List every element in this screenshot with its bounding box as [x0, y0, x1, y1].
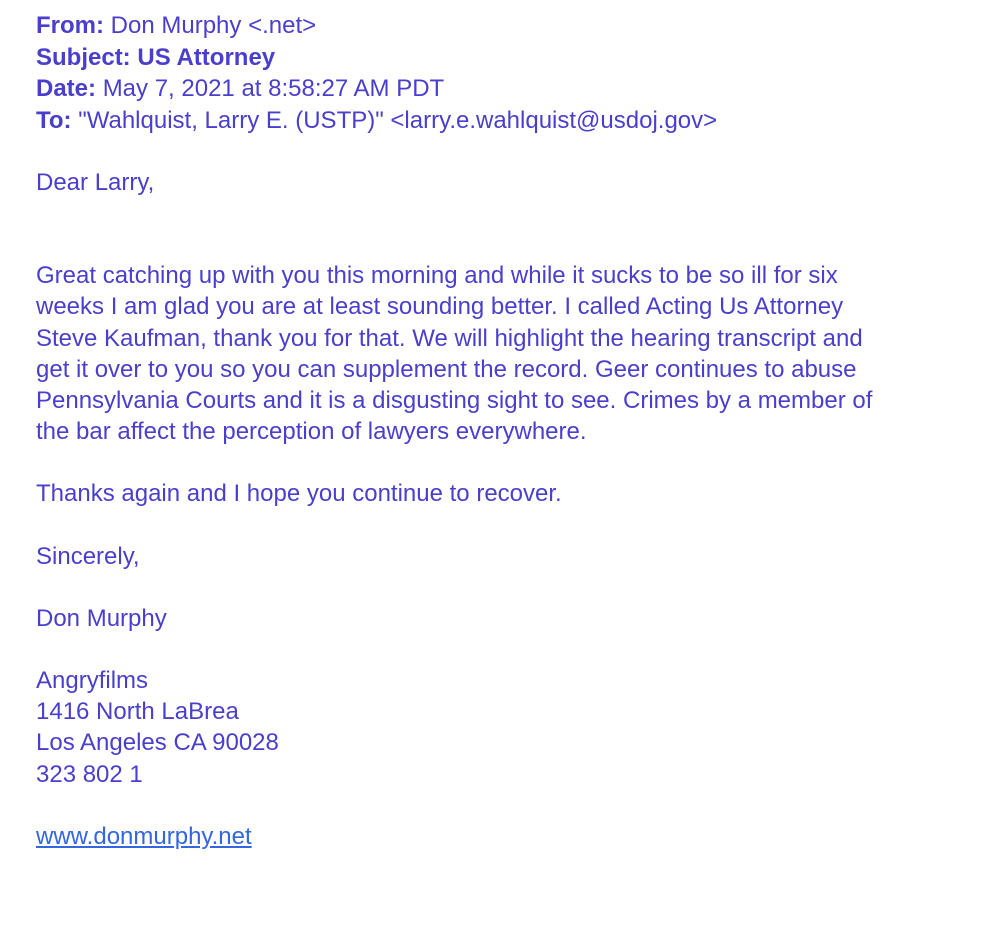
spacer: [36, 447, 976, 478]
paragraph-line: Great catching up with you this morning and while it sucks to be so ill for six: [36, 262, 838, 290]
date-header: [36, 73, 976, 105]
paragraph-line: get it over to you so you can supplement the record. Geer continues to abuse: [36, 355, 857, 383]
signature-name: Don Murphy: [36, 604, 167, 632]
to-value: "Wahlquist, Larry E. (USTP)" <larry.e.wahlquist@usdoj.gov>: [78, 106, 718, 134]
paragraph-line: Pennsylvania Courts and it is a disgusting sight to see. Crimes by a member of: [36, 387, 873, 415]
signature-block: [36, 665, 976, 790]
from-header: [36, 10, 976, 42]
website-row: [36, 821, 976, 852]
subject-header: [36, 42, 976, 74]
from-value: Don Murphy <.net>: [110, 12, 317, 39]
address-line-2: Los Angeles CA 90028: [36, 729, 279, 757]
date-label: Date:: [36, 75, 97, 102]
address-line-1: 1416 North LaBrea: [36, 698, 239, 726]
paragraph-line: the bar affect the perception of lawyers everywhere.: [36, 418, 587, 446]
paragraph-line: weeks I am glad you are at least sounding better. I called Acting Us Attorney: [36, 293, 844, 321]
greeting: Dear Larry,: [36, 169, 155, 196]
website-link[interactable]: www.donmurphy.net: [36, 822, 252, 850]
thanks-line: Thanks again and I hope you continue to recover.: [36, 480, 562, 508]
body-paragraph: [36, 260, 976, 447]
to-header: [36, 105, 976, 137]
closing: Sincerely,: [36, 542, 140, 570]
email-message: [36, 10, 976, 852]
paragraph-line: Steve Kaufman, thank you for that. We will highlight the hearing transcript and: [36, 324, 863, 352]
subject-value: US Attorney: [137, 43, 276, 71]
spacer: [36, 572, 976, 603]
from-label: From:: [36, 12, 104, 39]
email-headers: [36, 10, 976, 136]
to-label: To:: [36, 106, 72, 134]
spacer: [36, 634, 976, 665]
spacer: [36, 790, 976, 821]
date-value: May 7, 2021 at 8:58:27 AM PDT: [102, 75, 445, 102]
spacer: [36, 510, 976, 541]
subject-label: Subject:: [36, 43, 131, 71]
phone-number: 323 802 1: [36, 760, 143, 788]
company-name: Angryfilms: [36, 667, 149, 695]
